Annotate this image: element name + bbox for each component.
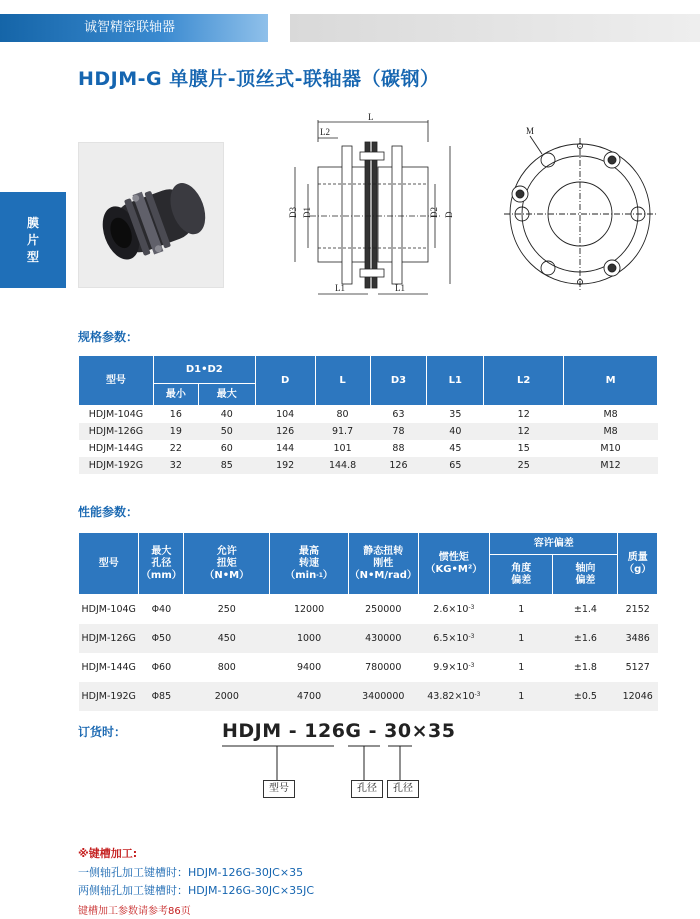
perf-th-torque: 允许 扭矩 （N•M） bbox=[184, 533, 270, 595]
table-cell: 1000 bbox=[270, 624, 349, 653]
page-title: HDJM-G 单膜片-顶丝式-联轴器（碳钢） bbox=[78, 68, 440, 90]
table-cell: 45 bbox=[449, 442, 462, 454]
table-cell: 1 bbox=[518, 603, 525, 615]
order-code: HDJM - 126G - 30×35 bbox=[222, 720, 456, 742]
table-cell: 16 bbox=[169, 408, 182, 420]
perf-th-axial: 轴向 偏差 bbox=[553, 555, 618, 595]
table-cell: $9.9\times 10^{-3}$ bbox=[433, 661, 475, 673]
table-cell: 2000 bbox=[184, 682, 270, 711]
table-cell: 4700 bbox=[270, 682, 349, 711]
table-cell: 22 bbox=[169, 442, 182, 454]
table-cell: Φ40 bbox=[151, 603, 172, 615]
table-cell: 1 bbox=[490, 624, 553, 653]
table-cell: HDJM-192G bbox=[79, 457, 154, 474]
table-cell: 800 bbox=[217, 661, 236, 673]
spec-th-L1: L1 bbox=[427, 356, 484, 406]
keyway-note-one-side: 一侧轴孔加工键槽时：HDJM-126G-30JC×35 bbox=[78, 866, 304, 879]
table-cell: HDJM-144G bbox=[81, 661, 136, 673]
spec-th-L: L bbox=[315, 356, 370, 406]
table-row bbox=[79, 682, 658, 711]
table-cell: M10 bbox=[600, 442, 621, 454]
table-cell: M8 bbox=[603, 408, 618, 420]
table-row bbox=[79, 457, 658, 474]
table-row bbox=[79, 653, 658, 682]
table-cell: Φ60 bbox=[151, 661, 172, 673]
table-cell: 1 bbox=[490, 682, 553, 711]
perf-th-tolerance: 容许偏差 bbox=[490, 533, 618, 555]
table-cell: 88 bbox=[392, 442, 405, 454]
dim-L2: L2 bbox=[320, 127, 330, 137]
perf-th-inertia: 惯性矩 （KG•M²） bbox=[418, 533, 489, 595]
table-cell: M8 bbox=[564, 423, 658, 440]
table-cell: 32 bbox=[153, 457, 198, 474]
table-cell: 780000 bbox=[365, 661, 402, 673]
side-section-drawing bbox=[280, 112, 470, 302]
table-cell: 12 bbox=[517, 408, 530, 420]
keyway-note-reference: 键槽加工参数请参考86页 bbox=[78, 906, 191, 917]
front-view-drawing bbox=[500, 124, 656, 294]
table-row bbox=[79, 406, 658, 423]
table-cell: HDJM-144G bbox=[88, 442, 144, 454]
dim-D3: D3 bbox=[288, 207, 298, 218]
table-cell: Φ50 bbox=[139, 624, 184, 653]
perf-th-angle: 角度 偏差 bbox=[490, 555, 553, 595]
table-cell: 15 bbox=[517, 442, 530, 454]
side-tab-diaphragm[interactable] bbox=[0, 192, 66, 288]
table-cell: 12000 bbox=[293, 603, 325, 615]
table-cell: 144.8 bbox=[315, 457, 370, 474]
table-cell: ±1.4 bbox=[573, 603, 597, 615]
table-cell: 430000 bbox=[348, 624, 418, 653]
perf-th-bore: 最大 孔径 （mm） bbox=[139, 533, 184, 595]
table-cell: M12 bbox=[564, 457, 658, 474]
table-cell: Φ85 bbox=[139, 682, 184, 711]
table-row bbox=[79, 624, 658, 653]
keyway-note-two-sides: 两侧轴孔加工键槽时：HDJM-126G-30JC×35JC bbox=[78, 884, 314, 897]
dim-L: L bbox=[368, 112, 374, 122]
spec-section-title: 规格参数： bbox=[78, 330, 139, 344]
perf-th-stiffness: 静态扭转 刚性 （N•M/rad） bbox=[348, 533, 418, 595]
table-cell: 2152 bbox=[625, 603, 650, 615]
table-cell: 450 bbox=[184, 624, 270, 653]
table-cell: HDJM-126G bbox=[79, 624, 139, 653]
spec-th-max: 最大 bbox=[198, 384, 255, 406]
spec-th-d1d2: D1•D2 bbox=[153, 356, 255, 384]
dim-D1: D1 bbox=[302, 207, 312, 218]
table-row bbox=[79, 423, 658, 440]
table-row bbox=[79, 440, 658, 457]
table-cell: 65 bbox=[427, 457, 484, 474]
table-cell: 250000 bbox=[365, 603, 402, 615]
table-cell: 40 bbox=[220, 408, 233, 420]
product-photo bbox=[78, 142, 224, 288]
table-cell: HDJM-126G bbox=[79, 423, 154, 440]
table-cell: 1 bbox=[518, 661, 525, 673]
spec-th-model: 型号 bbox=[79, 356, 154, 406]
dim-D2: D2 bbox=[429, 207, 439, 218]
perf-th-model: 型号 bbox=[79, 533, 139, 595]
table-cell: 85 bbox=[198, 457, 255, 474]
table-cell: ±0.5 bbox=[553, 682, 618, 711]
keyway-note-heading: ※键槽加工: bbox=[78, 847, 138, 860]
table-cell: 12046 bbox=[618, 682, 658, 711]
table-cell: 35 bbox=[449, 408, 462, 420]
dim-L1-right: L1 bbox=[395, 283, 405, 293]
perf-th-mass: 质量 （g） bbox=[618, 533, 658, 595]
perf-section-title: 性能参数： bbox=[78, 505, 139, 519]
table-cell: 78 bbox=[370, 423, 427, 440]
side-tab-char-3: 型 bbox=[26, 249, 39, 264]
spec-th-L2: L2 bbox=[484, 356, 564, 406]
table-cell: HDJM-104G bbox=[81, 603, 136, 615]
header-brand: 诚智精密联轴器 bbox=[84, 20, 176, 35]
order-box-bore-2: 孔径 bbox=[387, 780, 419, 798]
side-tab-char-2: 片 bbox=[26, 232, 39, 247]
table-cell: 50 bbox=[198, 423, 255, 440]
order-box-model: 型号 bbox=[263, 780, 295, 798]
table-cell: 101 bbox=[333, 442, 352, 454]
table-cell: $6.5\times 10^{-3}$ bbox=[418, 624, 489, 653]
table-cell: 40 bbox=[427, 423, 484, 440]
table-cell: 144 bbox=[276, 442, 295, 454]
table-cell: 25 bbox=[484, 457, 564, 474]
table-cell: ±1.8 bbox=[573, 661, 597, 673]
order-box-bore-1: 孔径 bbox=[351, 780, 383, 798]
spec-th-min: 最小 bbox=[153, 384, 198, 406]
table-cell: 60 bbox=[220, 442, 233, 454]
perf-table bbox=[78, 532, 658, 711]
table-cell: 12 bbox=[484, 423, 564, 440]
dim-M: M bbox=[526, 126, 535, 136]
table-cell: $43.82\times 10^{-3}$ bbox=[418, 682, 489, 711]
table-cell: 80 bbox=[336, 408, 349, 420]
order-label: 订货时： bbox=[78, 725, 127, 739]
perf-th-speed: 最高 转速 $(\min^{-1})$ bbox=[270, 533, 349, 595]
table-cell: 63 bbox=[392, 408, 405, 420]
dim-D: D bbox=[444, 211, 454, 218]
table-cell: HDJM-192G bbox=[79, 682, 139, 711]
table-cell: 3486 bbox=[618, 624, 658, 653]
spec-th-D: D bbox=[255, 356, 315, 406]
table-cell: 126 bbox=[370, 457, 427, 474]
table-cell: 5127 bbox=[625, 661, 650, 673]
table-cell: ±1.6 bbox=[553, 624, 618, 653]
spec-th-M: M bbox=[564, 356, 658, 406]
table-cell: 192 bbox=[255, 457, 315, 474]
table-cell: $2.6\times 10^{-3}$ bbox=[433, 603, 475, 615]
table-cell: 104 bbox=[276, 408, 295, 420]
table-cell: HDJM-104G bbox=[88, 408, 144, 420]
table-cell: 9400 bbox=[296, 661, 322, 673]
table-row bbox=[79, 595, 658, 624]
order-code-leaders bbox=[220, 742, 420, 782]
spec-th-D3: D3 bbox=[370, 356, 427, 406]
table-cell: 3400000 bbox=[348, 682, 418, 711]
table-cell: 126 bbox=[255, 423, 315, 440]
table-cell: 250 bbox=[217, 603, 236, 615]
dim-L1-left: L1 bbox=[335, 283, 345, 293]
table-cell: 91.7 bbox=[315, 423, 370, 440]
header-gray-bar bbox=[290, 14, 700, 42]
table-cell: 19 bbox=[153, 423, 198, 440]
side-tab-char-1: 膜 bbox=[26, 215, 39, 230]
spec-table bbox=[78, 355, 658, 474]
header-brand-bar bbox=[0, 14, 268, 42]
